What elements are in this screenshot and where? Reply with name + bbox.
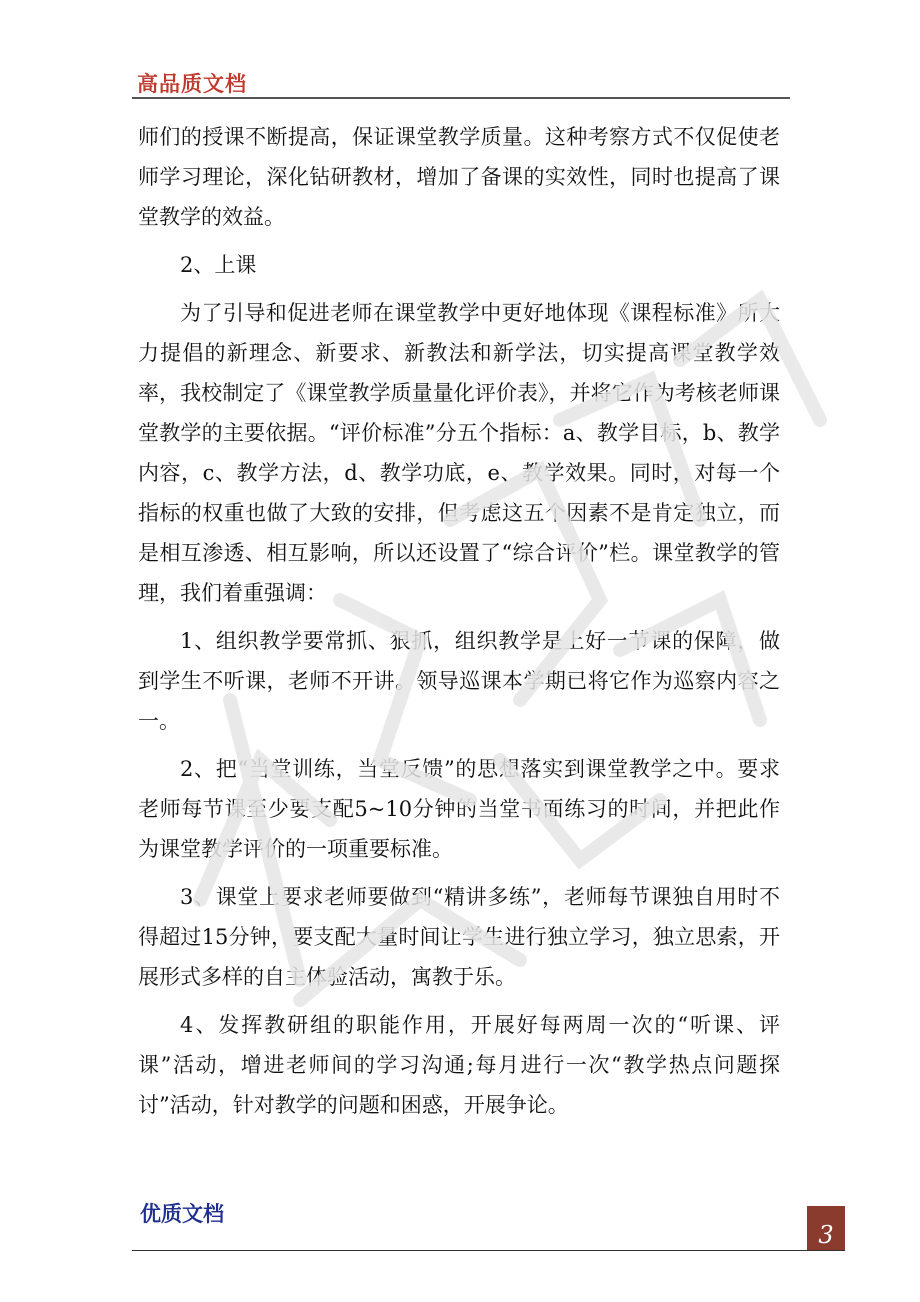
footer-title: 优质文档 xyxy=(140,1202,224,1226)
paragraph-item-2: 2、把“当堂训练，当堂反馈”的思想落实到课堂教学之中。要求老师每节课至少要支配5~10分钟的当堂书面练习的时间，并把此作为课堂教学评价的一项重要标准。 xyxy=(138,757,780,861)
section-heading-class: 2、上课 xyxy=(180,253,257,277)
paragraph-2: 为了引导和促进老师在课堂教学中更好地体现《课程标准》所大力提倡的新理念、新要求、新教法和新学法，切实提高课堂教学效率，我校制定了《课堂教学质量量化评价表》，并将它作为考核老师课堂教学的主要依据。“评价标准”分五个指标：a、教学目标，b、教学内容，c、教学方法，d、教学功底，e、教学效果。同时，对每一个指标的权重也做了大致的安排，但考虑这五个因素不是肯定独立，而是相互渗透、相互影响，所以还设置了“综合评价”栏。课堂教学的管理，我们着重强调： xyxy=(138,301,780,605)
document-body xyxy=(138,117,780,1133)
header-title: 高品质文档 xyxy=(137,72,247,96)
page-number-badge: 3 xyxy=(807,1206,845,1250)
paragraph-item-1: 1、组织教学要常抓、狠抓，组织教学是上好一节课的保障，做到学生不听课，老师不开讲。领导巡课本学期已将它作为巡察内容之一。 xyxy=(138,629,780,733)
footer-divider xyxy=(132,1250,845,1251)
paragraph-item-4: 4、发挥教研组的职能作用，开展好每两周一次的“听课、评课”活动，增进老师间的学习沟通;每月进行一次“教学热点问题探讨”活动，针对教学的问题和困惑，开展争论。 xyxy=(138,1013,780,1117)
paragraph-1: 师们的授课不断提高，保证课堂教学质量。这种考察方式不仅促使老师学习理论，深化钻研教材，增加了备课的实效性，同时也提高了课堂教学的效益。 xyxy=(138,125,780,229)
paragraph-item-3: 3、课堂上要求老师要做到“精讲多练”，老师每节课独自用时不得超过15分钟，要支配大量时间让学生进行独立学习，独立思索，开展形式多样的自主体验活动，寓教于乐。 xyxy=(138,885,780,989)
header-divider xyxy=(132,97,790,99)
